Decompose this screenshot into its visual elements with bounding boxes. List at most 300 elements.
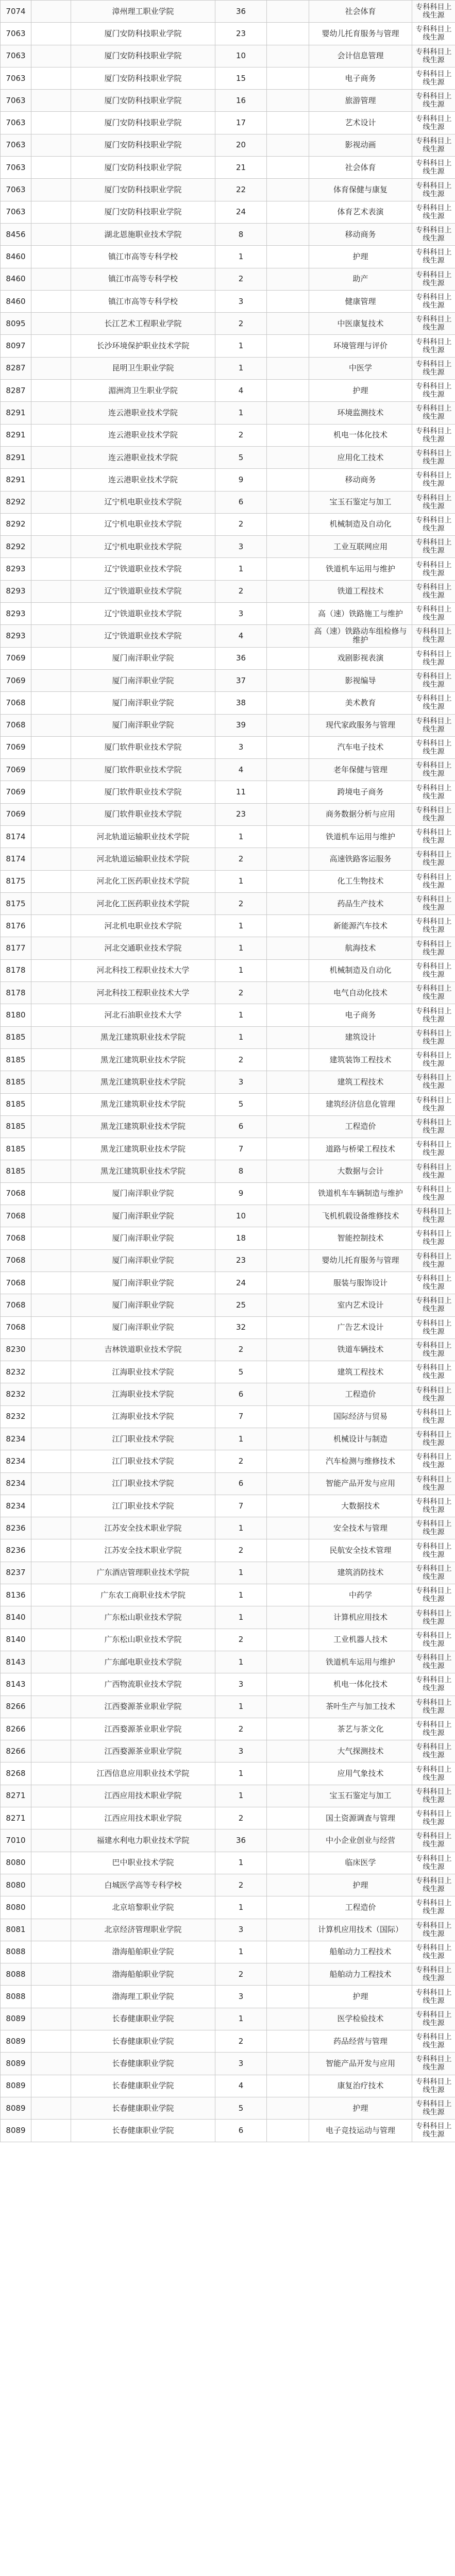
- major-code-cell: 1: [215, 1651, 267, 1673]
- category-cell: 专科科目上线生源: [412, 558, 455, 580]
- school-code-blank-cell: [31, 2053, 71, 2075]
- school-code-cell: 8268: [1, 1762, 31, 1785]
- table-row: [1, 313, 455, 335]
- major-name-cell: 药品经营与管理: [309, 2030, 412, 2053]
- major-code-blank-cell: [267, 870, 309, 892]
- school-name-cell: 江海职业技术学院: [71, 1361, 215, 1383]
- major-name-cell: 婴幼儿托育服务与管理: [309, 1249, 412, 1272]
- school-code-cell: 7074: [1, 1, 31, 23]
- major-name-cell: 化工生物技术: [309, 870, 412, 892]
- school-code-cell: 7068: [1, 1272, 31, 1294]
- major-code-blank-cell: [267, 1361, 309, 1383]
- school-name-cell: 黑龙江建筑职业技术学院: [71, 1115, 215, 1138]
- school-code-cell: 7063: [1, 134, 31, 156]
- category-cell: 专科科目上线生源: [412, 1762, 455, 1785]
- major-code-blank-cell: [267, 424, 309, 446]
- major-name-cell: 铁道机车车辆制造与维护: [309, 1182, 412, 1205]
- category-cell: 专科科目上线生源: [412, 1986, 455, 2008]
- school-name-cell: 黑龙江建筑职业技术学院: [71, 1026, 215, 1048]
- school-code-blank-cell: [31, 603, 71, 625]
- school-code-blank-cell: [31, 1874, 71, 1896]
- school-code-blank-cell: [31, 1093, 71, 1115]
- school-code-cell: 8266: [1, 1740, 31, 1762]
- school-code-blank-cell: [31, 2075, 71, 2097]
- major-code-blank-cell: [267, 1673, 309, 1696]
- school-code-blank-cell: [31, 1986, 71, 2008]
- school-code-blank-cell: [31, 536, 71, 558]
- major-code-blank-cell: [267, 1472, 309, 1495]
- table-row: [1, 23, 455, 45]
- school-code-blank-cell: [31, 1696, 71, 1718]
- major-name-cell: 电子商务: [309, 67, 412, 89]
- school-name-cell: 黑龙江建筑职业技术学院: [71, 1093, 215, 1115]
- major-code-cell: 23: [215, 1249, 267, 1272]
- school-code-blank-cell: [31, 870, 71, 892]
- major-name-cell: 铁道机车运用与维护: [309, 1651, 412, 1673]
- school-code-blank-cell: [31, 982, 71, 1004]
- major-code-blank-cell: [267, 959, 309, 981]
- school-code-cell: 8236: [1, 1517, 31, 1539]
- school-code-cell: 8178: [1, 982, 31, 1004]
- major-name-cell: 机械制造及自动化: [309, 959, 412, 981]
- school-name-cell: 厦门软件职业技术学院: [71, 736, 215, 758]
- major-code-blank-cell: [267, 1584, 309, 1606]
- major-code-cell: 39: [215, 714, 267, 736]
- school-code-blank-cell: [31, 446, 71, 468]
- school-name-cell: 长江艺术工程职业学院: [71, 313, 215, 335]
- major-code-cell: 1: [215, 1026, 267, 1048]
- school-name-cell: 长春健康职业学院: [71, 2097, 215, 2119]
- major-code-blank-cell: [267, 1093, 309, 1115]
- school-code-cell: 8230: [1, 1338, 31, 1361]
- table-row: [1, 1227, 455, 1249]
- table-row: [1, 759, 455, 781]
- school-name-cell: 辽宁机电职业技术学院: [71, 513, 215, 535]
- school-name-cell: 长沙环境保护职业技术学院: [71, 335, 215, 357]
- category-cell: 专科科目上线生源: [412, 67, 455, 89]
- table-row: [1, 1428, 455, 1450]
- category-cell: 专科科目上线生源: [412, 2075, 455, 2097]
- school-code-blank-cell: [31, 1829, 71, 1852]
- major-code-blank-cell: [267, 67, 309, 89]
- major-name-cell: 高（速）铁路动车组检修与维护: [309, 625, 412, 647]
- school-code-blank-cell: [31, 134, 71, 156]
- major-code-blank-cell: [267, 536, 309, 558]
- school-code-blank-cell: [31, 313, 71, 335]
- category-cell: 专科科目上线生源: [412, 1361, 455, 1383]
- school-name-cell: 江苏安全技术职业学院: [71, 1517, 215, 1539]
- school-name-cell: 河北科技工程职业技术大学: [71, 982, 215, 1004]
- table-row: [1, 402, 455, 424]
- category-cell: 专科科目上线生源: [412, 669, 455, 691]
- major-name-cell: 建筑消防技术: [309, 1562, 412, 1584]
- school-code-blank-cell: [31, 402, 71, 424]
- major-code-blank-cell: [267, 1383, 309, 1405]
- major-code-blank-cell: [267, 112, 309, 134]
- table-row: [1, 1874, 455, 1896]
- table-row: [1, 1740, 455, 1762]
- major-code-blank-cell: [267, 179, 309, 201]
- category-cell: 专科科目上线生源: [412, 1138, 455, 1160]
- category-cell: 专科科目上线生源: [412, 513, 455, 535]
- school-name-cell: 福建水利电力职业技术学院: [71, 1829, 215, 1852]
- school-name-cell: 渤海船舶职业学院: [71, 1941, 215, 1963]
- major-code-cell: 1: [215, 1428, 267, 1450]
- school-name-cell: 江门职业技术学院: [71, 1472, 215, 1495]
- major-name-cell: 铁道车辆技术: [309, 1338, 412, 1361]
- table-row: [1, 1316, 455, 1338]
- school-code-cell: 7069: [1, 669, 31, 691]
- school-code-blank-cell: [31, 937, 71, 959]
- major-code-blank-cell: [267, 781, 309, 803]
- major-code-blank-cell: [267, 469, 309, 491]
- school-code-blank-cell: [31, 803, 71, 825]
- major-code-cell: 1: [215, 1606, 267, 1629]
- table-row: [1, 1294, 455, 1316]
- major-code-cell: 17: [215, 112, 267, 134]
- school-code-blank-cell: [31, 759, 71, 781]
- major-code-blank-cell: [267, 1316, 309, 1338]
- table-row: [1, 1138, 455, 1160]
- table-row: [1, 937, 455, 959]
- major-code-cell: 2: [215, 982, 267, 1004]
- school-code-blank-cell: [31, 1115, 71, 1138]
- major-name-cell: 服装与服饰设计: [309, 1272, 412, 1294]
- school-code-cell: 7010: [1, 1829, 31, 1852]
- school-code-cell: 8292: [1, 536, 31, 558]
- major-name-cell: 安全技术与管理: [309, 1517, 412, 1539]
- major-code-cell: 4: [215, 759, 267, 781]
- school-code-blank-cell: [31, 959, 71, 981]
- school-code-blank-cell: [31, 2097, 71, 2119]
- table-row: [1, 335, 455, 357]
- major-name-cell: 汽车电子技术: [309, 736, 412, 758]
- table-row: [1, 1584, 455, 1606]
- school-code-cell: 8266: [1, 1718, 31, 1740]
- category-cell: 专科科目上线生源: [412, 692, 455, 714]
- major-code-blank-cell: [267, 23, 309, 45]
- major-code-cell: 1: [215, 2008, 267, 2030]
- school-code-cell: 8089: [1, 2030, 31, 2053]
- table-row: [1, 959, 455, 981]
- major-name-cell: 大数据技术: [309, 1495, 412, 1517]
- major-name-cell: 护理: [309, 380, 412, 402]
- school-code-cell: 8080: [1, 1896, 31, 1919]
- category-cell: 专科科目上线生源: [412, 1, 455, 23]
- school-code-cell: 8089: [1, 2120, 31, 2142]
- major-code-blank-cell: [267, 580, 309, 602]
- category-cell: 专科科目上线生源: [412, 2097, 455, 2119]
- school-code-cell: 8180: [1, 1004, 31, 1026]
- major-code-blank-cell: [267, 2097, 309, 2119]
- school-code-blank-cell: [31, 714, 71, 736]
- category-cell: 专科科目上线生源: [412, 112, 455, 134]
- school-code-cell: 8293: [1, 603, 31, 625]
- table-row: [1, 112, 455, 134]
- school-code-blank-cell: [31, 1160, 71, 1182]
- major-code-blank-cell: [267, 825, 309, 848]
- major-name-cell: 护理: [309, 1986, 412, 2008]
- major-code-blank-cell: [267, 357, 309, 379]
- major-code-cell: 3: [215, 1986, 267, 2008]
- school-name-cell: 厦门南洋职业学院: [71, 1316, 215, 1338]
- school-code-cell: 8089: [1, 2008, 31, 2030]
- category-cell: 专科科目上线生源: [412, 1651, 455, 1673]
- category-cell: 专科科目上线生源: [412, 848, 455, 870]
- school-code-cell: 8143: [1, 1651, 31, 1673]
- school-code-cell: 8088: [1, 1986, 31, 2008]
- category-cell: 专科科目上线生源: [412, 1718, 455, 1740]
- major-name-cell: 体育艺术表演: [309, 201, 412, 223]
- major-code-blank-cell: [267, 1919, 309, 1941]
- major-code-cell: 5: [215, 1361, 267, 1383]
- category-cell: 专科科目上线生源: [412, 90, 455, 112]
- major-code-blank-cell: [267, 2008, 309, 2030]
- major-name-cell: 智能产品开发与应用: [309, 2053, 412, 2075]
- major-name-cell: 护理: [309, 2097, 412, 2119]
- major-code-cell: 3: [215, 536, 267, 558]
- major-code-cell: 2: [215, 1629, 267, 1651]
- table-row: [1, 1807, 455, 1829]
- major-code-cell: 2: [215, 313, 267, 335]
- category-cell: 专科科目上线生源: [412, 402, 455, 424]
- school-name-cell: 厦门安防科技职业学院: [71, 67, 215, 89]
- major-code-blank-cell: [267, 2075, 309, 2097]
- school-code-blank-cell: [31, 67, 71, 89]
- major-name-cell: 艺术设计: [309, 112, 412, 134]
- major-name-cell: 船舶动力工程技术: [309, 1941, 412, 1963]
- major-name-cell: 护理: [309, 246, 412, 268]
- table-row: [1, 603, 455, 625]
- major-code-blank-cell: [267, 1539, 309, 1562]
- major-code-cell: 7: [215, 1495, 267, 1517]
- major-code-blank-cell: [267, 1762, 309, 1785]
- major-name-cell: 大数据与会计: [309, 1160, 412, 1182]
- major-code-cell: 1: [215, 870, 267, 892]
- major-code-blank-cell: [267, 246, 309, 268]
- category-cell: 专科科目上线生源: [412, 357, 455, 379]
- table-row: [1, 1338, 455, 1361]
- school-code-blank-cell: [31, 201, 71, 223]
- school-code-cell: 7063: [1, 201, 31, 223]
- school-code-blank-cell: [31, 736, 71, 758]
- school-code-blank-cell: [31, 179, 71, 201]
- major-code-cell: 3: [215, 736, 267, 758]
- school-code-cell: 7069: [1, 647, 31, 669]
- school-code-blank-cell: [31, 1405, 71, 1428]
- school-code-blank-cell: [31, 1584, 71, 1606]
- major-name-cell: 高（速）铁路施工与维护: [309, 603, 412, 625]
- school-code-blank-cell: [31, 1807, 71, 1829]
- category-cell: 专科科目上线生源: [412, 1874, 455, 1896]
- category-cell: 专科科目上线生源: [412, 1963, 455, 1986]
- major-code-blank-cell: [267, 1785, 309, 1807]
- major-name-cell: 机械设计与制造: [309, 1428, 412, 1450]
- category-cell: 专科科目上线生源: [412, 1004, 455, 1026]
- major-name-cell: 社会体育: [309, 1, 412, 23]
- school-name-cell: 黑龙江建筑职业技术学院: [71, 1048, 215, 1071]
- school-code-cell: 8185: [1, 1093, 31, 1115]
- major-code-cell: 2: [215, 848, 267, 870]
- school-name-cell: 镇江市高等专科学校: [71, 246, 215, 268]
- major-code-blank-cell: [267, 1071, 309, 1093]
- school-code-blank-cell: [31, 491, 71, 513]
- major-name-cell: 医学检验技术: [309, 2008, 412, 2030]
- school-code-blank-cell: [31, 1450, 71, 1472]
- school-code-cell: 8234: [1, 1450, 31, 1472]
- category-cell: 专科科目上线生源: [412, 1919, 455, 1941]
- table-row: [1, 2008, 455, 2030]
- major-code-blank-cell: [267, 1227, 309, 1249]
- category-cell: 专科科目上线生源: [412, 714, 455, 736]
- major-code-cell: 36: [215, 647, 267, 669]
- school-code-blank-cell: [31, 23, 71, 45]
- category-cell: 专科科目上线生源: [412, 335, 455, 357]
- category-cell: 专科科目上线生源: [412, 1696, 455, 1718]
- table-row: [1, 558, 455, 580]
- school-name-cell: 厦门安防科技职业学院: [71, 134, 215, 156]
- school-code-blank-cell: [31, 1606, 71, 1629]
- category-cell: 专科科目上线生源: [412, 1428, 455, 1450]
- category-cell: 专科科目上线生源: [412, 1272, 455, 1294]
- major-name-cell: 移动商务: [309, 469, 412, 491]
- category-cell: 专科科目上线生源: [412, 2030, 455, 2053]
- major-code-blank-cell: [267, 157, 309, 179]
- table-row: [1, 1205, 455, 1227]
- school-name-cell: 江西婺源茶业职业学院: [71, 1696, 215, 1718]
- table-row: [1, 1383, 455, 1405]
- category-cell: 专科科目上线生源: [412, 491, 455, 513]
- table-row: [1, 1829, 455, 1852]
- table-row: [1, 134, 455, 156]
- school-code-cell: 8175: [1, 870, 31, 892]
- school-name-cell: 江海职业技术学院: [71, 1405, 215, 1428]
- category-cell: 专科科目上线生源: [412, 223, 455, 245]
- major-name-cell: 跨境电子商务: [309, 781, 412, 803]
- major-code-blank-cell: [267, 1182, 309, 1205]
- category-cell: 专科科目上线生源: [412, 290, 455, 312]
- school-name-cell: 连云港职业技术学院: [71, 446, 215, 468]
- major-code-blank-cell: [267, 848, 309, 870]
- school-code-blank-cell: [31, 1227, 71, 1249]
- school-name-cell: 厦门南洋职业学院: [71, 1272, 215, 1294]
- category-cell: 专科科目上线生源: [412, 1026, 455, 1048]
- major-code-cell: 15: [215, 67, 267, 89]
- major-name-cell: 汽车检测与维修技术: [309, 1450, 412, 1472]
- major-code-blank-cell: [267, 1048, 309, 1071]
- major-name-cell: 影视编导: [309, 669, 412, 691]
- major-code-blank-cell: [267, 714, 309, 736]
- school-code-blank-cell: [31, 892, 71, 914]
- major-code-blank-cell: [267, 223, 309, 245]
- school-name-cell: 河北轨道运输职业技术学院: [71, 825, 215, 848]
- category-cell: 专科科目上线生源: [412, 1629, 455, 1651]
- major-name-cell: 护理: [309, 1874, 412, 1896]
- major-code-blank-cell: [267, 1562, 309, 1584]
- school-code-cell: 8293: [1, 580, 31, 602]
- school-name-cell: 厦门南洋职业学院: [71, 647, 215, 669]
- school-code-cell: 7063: [1, 23, 31, 45]
- category-cell: 专科科目上线生源: [412, 1249, 455, 1272]
- major-code-blank-cell: [267, 335, 309, 357]
- major-code-blank-cell: [267, 1026, 309, 1048]
- major-code-cell: 1: [215, 1696, 267, 1718]
- major-code-blank-cell: [267, 1004, 309, 1026]
- category-cell: 专科科目上线生源: [412, 2120, 455, 2142]
- major-name-cell: 中医学: [309, 357, 412, 379]
- major-code-cell: 3: [215, 1673, 267, 1696]
- school-code-blank-cell: [31, 1495, 71, 1517]
- school-code-blank-cell: [31, 246, 71, 268]
- school-code-cell: 8460: [1, 268, 31, 290]
- table-row: [1, 1071, 455, 1093]
- school-code-blank-cell: [31, 558, 71, 580]
- school-code-cell: 7063: [1, 67, 31, 89]
- table-row: [1, 781, 455, 803]
- school-name-cell: 河北化工医药职业技术学院: [71, 870, 215, 892]
- school-name-cell: 江西应用技术职业学院: [71, 1785, 215, 1807]
- school-code-cell: 7068: [1, 1182, 31, 1205]
- major-name-cell: 铁道工程技术: [309, 580, 412, 602]
- major-code-blank-cell: [267, 1115, 309, 1138]
- major-code-cell: 36: [215, 1829, 267, 1852]
- category-cell: 专科科目上线生源: [412, 1584, 455, 1606]
- school-code-blank-cell: [31, 1539, 71, 1562]
- major-name-cell: 应用化工技术: [309, 446, 412, 468]
- category-cell: 专科科目上线生源: [412, 1517, 455, 1539]
- major-code-blank-cell: [267, 2120, 309, 2142]
- category-cell: 专科科目上线生源: [412, 23, 455, 45]
- major-code-blank-cell: [267, 491, 309, 513]
- major-name-cell: 电子竞技运动与管理: [309, 2120, 412, 2142]
- school-code-cell: 8080: [1, 1874, 31, 1896]
- major-name-cell: 婴幼儿托育服务与管理: [309, 23, 412, 45]
- major-name-cell: 健康管理: [309, 290, 412, 312]
- school-code-blank-cell: [31, 1941, 71, 1963]
- major-name-cell: 影视动画: [309, 134, 412, 156]
- school-name-cell: 连云港职业技术学院: [71, 469, 215, 491]
- table-row: [1, 825, 455, 848]
- major-name-cell: 电子商务: [309, 1004, 412, 1026]
- major-name-cell: 助产: [309, 268, 412, 290]
- school-code-cell: 8185: [1, 1115, 31, 1138]
- major-code-cell: 2: [215, 1338, 267, 1361]
- major-code-cell: 4: [215, 2075, 267, 2097]
- major-code-cell: 32: [215, 1316, 267, 1338]
- table-row: [1, 179, 455, 201]
- major-name-cell: 康复治疗技术: [309, 2075, 412, 2097]
- major-code-cell: 3: [215, 2053, 267, 2075]
- school-code-blank-cell: [31, 1338, 71, 1361]
- major-code-blank-cell: [267, 1852, 309, 1874]
- category-cell: 专科科目上线生源: [412, 380, 455, 402]
- school-name-cell: 厦门软件职业技术学院: [71, 803, 215, 825]
- category-cell: 专科科目上线生源: [412, 157, 455, 179]
- table-row: [1, 246, 455, 268]
- table-row: [1, 1182, 455, 1205]
- school-code-cell: 8089: [1, 2075, 31, 2097]
- major-code-blank-cell: [267, 134, 309, 156]
- category-cell: 专科科目上线生源: [412, 1048, 455, 1071]
- major-code-cell: 2: [215, 2030, 267, 2053]
- category-cell: 专科科目上线生源: [412, 982, 455, 1004]
- category-cell: 专科科目上线生源: [412, 446, 455, 468]
- major-code-blank-cell: [267, 1740, 309, 1762]
- major-code-cell: 8: [215, 223, 267, 245]
- category-cell: 专科科目上线生源: [412, 246, 455, 268]
- school-code-blank-cell: [31, 1629, 71, 1651]
- table-row: [1, 1941, 455, 1963]
